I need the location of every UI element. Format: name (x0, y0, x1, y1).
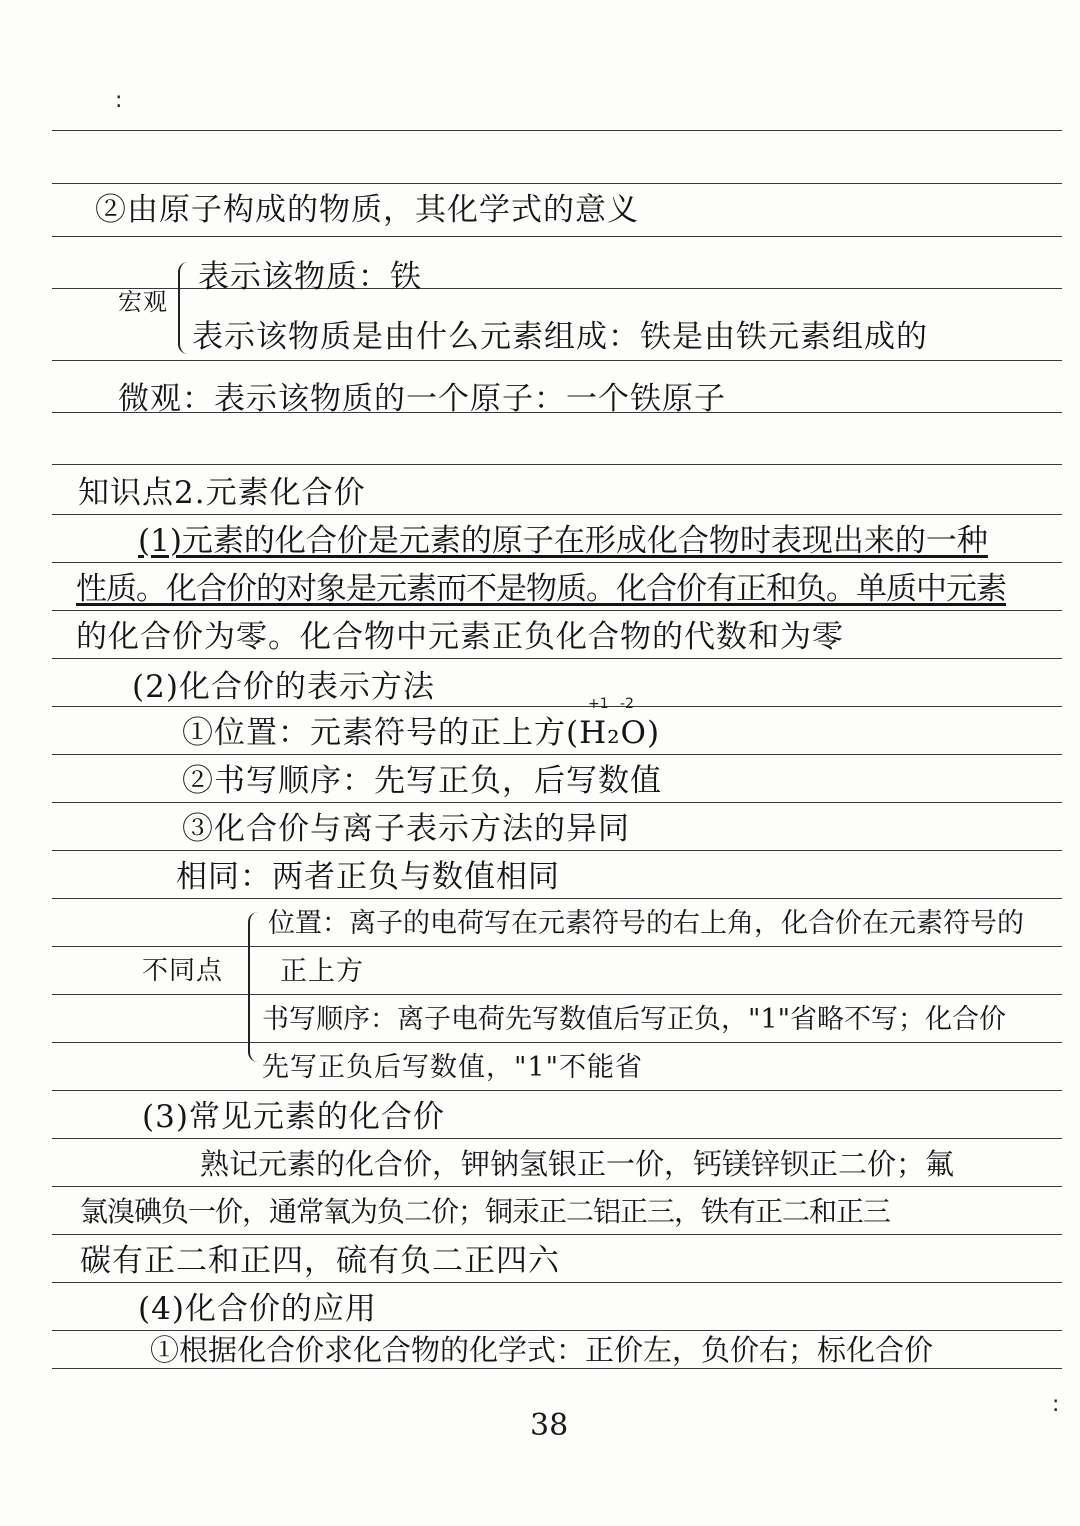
ruled-line (52, 1330, 1062, 1331)
ruled-line (52, 898, 1062, 899)
line-15: 正上方 (280, 956, 364, 987)
ruled-line (52, 1282, 1062, 1283)
ruled-line (52, 658, 1062, 659)
ruled-line (52, 236, 1062, 237)
h-valence-mark: +1 (588, 696, 609, 712)
o-valence-mark: -2 (620, 696, 634, 712)
ruled-line (52, 1186, 1062, 1187)
ruled-line (52, 1368, 1062, 1369)
page-number: 38 (530, 1408, 569, 1443)
line-6: (1)元素的化合价是元素的原子在形成化合物时表现出来的一种 (138, 523, 988, 559)
line-5-heading: 知识点2.元素化合价 (78, 475, 366, 511)
line-3: 表示该物质是由什么元素组成：铁是由铁元素组成的 (192, 319, 928, 355)
line-1: ②由原子构成的物质，其化学式的意义 (95, 192, 639, 228)
ruled-line (52, 754, 1062, 755)
line-14: 位置：离子的电荷写在元素符号的右上角，化合价在元素符号的 (268, 908, 1024, 939)
line-12: ③化合价与离子表示方法的异同 (182, 811, 630, 847)
ruled-line (52, 850, 1062, 851)
line-20: 氯溴碘负一价，通常氧为负二价；铜汞正二铝正三，铁有正二和正三 (80, 1195, 891, 1228)
ruled-line (52, 514, 1062, 515)
line-22: (4)化合价的应用 (138, 1291, 377, 1327)
line-9: (2)化合价的表示方法 (132, 669, 435, 705)
line-4: 微观：表示该物质的一个原子：一个铁原子 (118, 381, 726, 417)
ruled-line (52, 183, 1062, 184)
ruled-line (52, 946, 1062, 947)
ruled-line (52, 1138, 1062, 1139)
top-mark: : (115, 88, 123, 113)
difference-brace (248, 912, 262, 1062)
ruled-line (52, 562, 1062, 563)
ruled-line (52, 1042, 1062, 1043)
line-11: ②书写顺序：先写正负，后写数值 (182, 763, 662, 799)
difference-label: 不同点 (142, 956, 224, 986)
ruled-line (52, 360, 1062, 361)
ruled-line (52, 1234, 1062, 1235)
ruled-line (52, 1090, 1062, 1091)
line-17: 先写正负后写数值，"1"不能省 (262, 1052, 644, 1083)
line-10: ①位置：元素符号的正上方(H₂O) (182, 715, 661, 751)
line-8: 的化合价为零。化合物中元素正负化合物的代数和为零 (76, 619, 844, 655)
line-16: 书写顺序：离子电荷先写数值后写正负，"1"省略不写；化合价 (262, 1004, 1007, 1035)
ruled-line (52, 994, 1062, 995)
line-23: ①根据化合价求化合物的化学式：正价左，负价右；标化合价 (150, 1333, 934, 1367)
line-2: 表示该物质：铁 (198, 259, 422, 295)
line-19: 熟记元素的化合价，钾钠氢银正一价，钙镁锌钡正二价；氟 (200, 1147, 955, 1181)
macro-brace (178, 262, 190, 354)
ruled-line (52, 464, 1062, 465)
ruled-line (52, 130, 1062, 131)
side-mark: : (1052, 1392, 1060, 1417)
ruled-line (52, 610, 1062, 611)
ruled-line (52, 802, 1062, 803)
line-13: 相同：两者正负与数值相同 (176, 859, 560, 895)
macro-label: 宏观 (118, 288, 168, 316)
line-7: 性质。化合价的对象是元素而不是物质。化合价有正和负。单质中元素 (76, 571, 1006, 607)
ruled-line (52, 706, 1062, 707)
line-21: 碳有正二和正四，硫有负二正四六 (80, 1243, 560, 1279)
line-18: (3)常见元素的化合价 (142, 1099, 445, 1135)
